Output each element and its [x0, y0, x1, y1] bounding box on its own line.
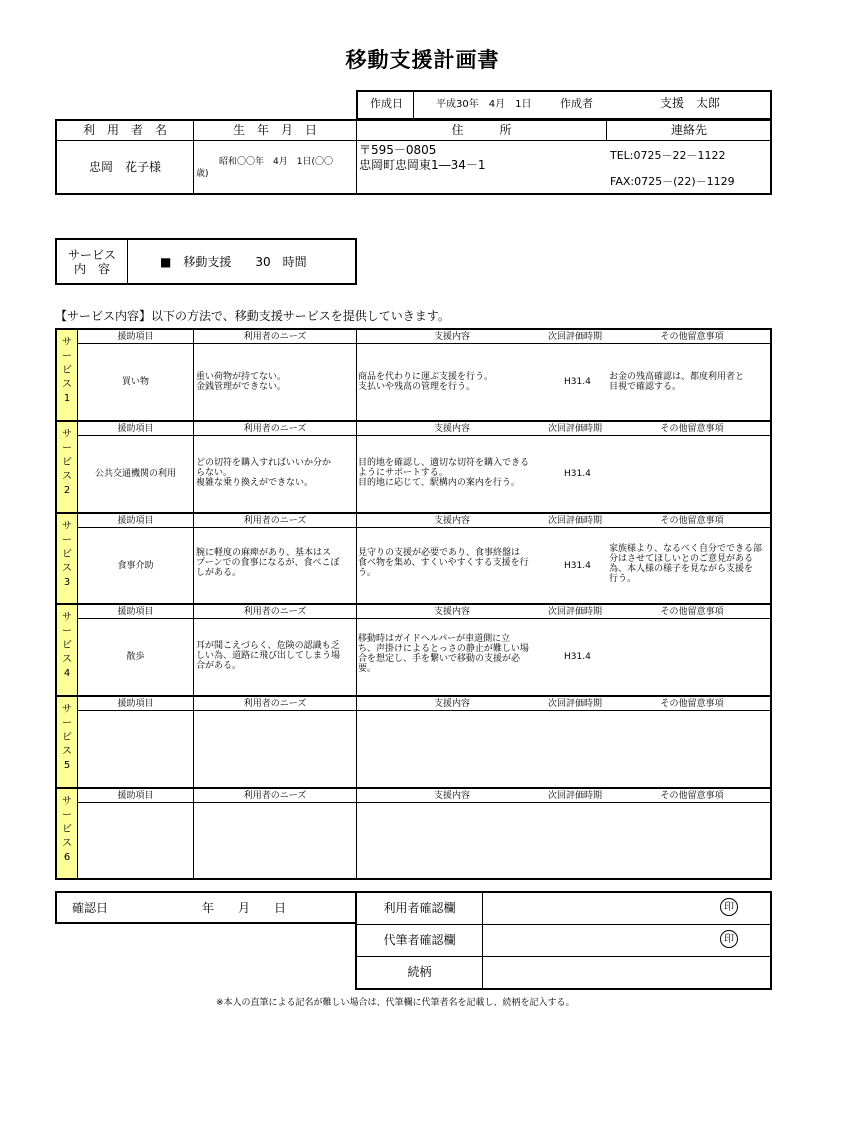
- proxy-check-label: 代筆者確認欄: [383, 933, 456, 947]
- col-header-content: 支援内容: [433, 516, 470, 526]
- footnote: ※本人の直筆による記名が難しい場合は、代筆欄に代筆者名を記載し、続柄を記入する。: [216, 998, 575, 1008]
- service-content: 商品を代わりに運ぶ支援を行う。 支払いや残高の管理を行う。: [358, 372, 494, 392]
- service-eval: H31.4: [564, 652, 591, 662]
- col-header-notes: その他留意事項: [660, 699, 724, 709]
- proxy-signature-field[interactable]: [483, 925, 703, 955]
- service-value: ■ 移動支援 30 時間: [160, 255, 307, 269]
- divider: [77, 527, 771, 528]
- created-date: 平成30年 4月 1日: [436, 99, 532, 110]
- service-side-chars: サ ー ビ ス 3: [62, 521, 72, 588]
- service-content: 目的地を確認し、適切な切符を購入できる ようにサポートする。 目的地に応じて、駅構内の案内を行う。: [358, 458, 530, 488]
- col-header-item: 援助項目: [117, 699, 154, 709]
- service-eval: H31.4: [564, 377, 591, 387]
- service-notes: 家族様より、なるべく自分でできる部 分はさせてほしいとのご意見がある 為、本人様の様子を見ながら支援を 行う。: [609, 544, 763, 584]
- relation-field[interactable]: [483, 957, 770, 988]
- col-header-content: 支援内容: [433, 332, 470, 342]
- col-header-item: 援助項目: [117, 791, 154, 801]
- service-item: 公共交通機関の利用: [94, 469, 176, 479]
- service-needs: 重い荷物が持てない。 金銭管理ができない。: [196, 372, 287, 392]
- col-header-needs: 利用者のニーズ: [243, 516, 307, 526]
- service-side-chars: サ ー ビ ス 6: [62, 796, 72, 863]
- service-side-chars: サ ー ビ ス 1: [62, 337, 72, 404]
- col-header-needs: 利用者のニーズ: [243, 699, 307, 709]
- divider: [56, 420, 771, 422]
- col-header-notes: その他留意事項: [660, 607, 724, 617]
- service-content: 見守りの支援が必要であり、食事終盤は 食べ物を集め、すくいやすくする支援を行 う。: [358, 548, 529, 578]
- divider: [56, 695, 771, 697]
- service-needs: どの切符を購入すればいいか分か らない。 複雑な乗り換えができない。: [196, 458, 332, 488]
- col-header-content: 支援内容: [433, 791, 470, 801]
- col-header-notes: その他留意事項: [660, 424, 724, 434]
- col-header-needs: 利用者のニーズ: [243, 332, 307, 342]
- col-header-content: 支援内容: [433, 699, 470, 709]
- col-header-item: 援助項目: [117, 516, 154, 526]
- fax: FAX:0725－(22)－1129: [610, 175, 735, 188]
- service-label-1: サービス: [67, 248, 116, 262]
- intro-text: 【サービス内容】以下の方法で、移動支援サービスを提供していきます。: [55, 309, 450, 323]
- service-needs: 腕に軽度の麻痺があり、基本はス プーンでの食事になるが、食べこぼ しがある。: [196, 548, 340, 578]
- service-side-chars: サ ー ビ ス 5: [62, 704, 72, 771]
- col-header-notes: その他留意事項: [660, 791, 724, 801]
- divider: [77, 343, 771, 344]
- col-header-notes: その他留意事項: [660, 332, 724, 342]
- service-notes: お金の残高確認は、都度利用者と 目視で確認する。: [609, 372, 745, 392]
- birthdate-line1: 昭和〇〇年 4月 1日(〇〇: [219, 157, 333, 167]
- header-address: 住 所: [451, 123, 512, 137]
- header-birthdate: 生 年 月 日: [232, 123, 317, 137]
- relation-label: 続柄: [407, 965, 432, 979]
- birthdate-line2: 歳): [196, 169, 209, 179]
- divider: [56, 787, 771, 789]
- col-header-content: 支援内容: [433, 424, 470, 434]
- col-header-content: 支援内容: [433, 607, 470, 617]
- service-item: 食事介助: [117, 561, 154, 571]
- author-name: 支援 太郎: [660, 96, 721, 110]
- col-header-notes: その他留意事項: [660, 516, 724, 526]
- address: 忠岡町忠岡東1―34－1: [359, 158, 486, 172]
- service-side-chars: サ ー ビ ス 4: [62, 612, 72, 679]
- confirm-date-label: 確認日: [72, 901, 109, 915]
- seal-icon: 印: [720, 898, 738, 916]
- service-label-2: 内 容: [73, 262, 110, 276]
- col-header-eval: 次回評価時期: [547, 699, 602, 709]
- col-header-needs: 利用者のニーズ: [243, 607, 307, 617]
- divider: [56, 603, 771, 605]
- user-name: 忠岡 花子様: [88, 160, 161, 174]
- col-header-eval: 次回評価時期: [547, 424, 602, 434]
- service-needs: 耳が聞こえづらく、危険の認識も乏 しい為、道路に飛び出してしまう場 合がある。: [196, 641, 341, 671]
- col-header-eval: 次回評価時期: [547, 332, 602, 342]
- service-side-chars: サ ー ビ ス 2: [62, 429, 72, 496]
- service-content: 移動時はガイドヘルパーが車道側に立 ち、声掛けによるとっさの静止が難しい場 合を想定し、手を繋いで移動の支援が必 要。: [358, 634, 529, 674]
- author-label: 作成者: [560, 97, 593, 110]
- divider: [127, 239, 128, 284]
- col-header-item: 援助項目: [117, 607, 154, 617]
- divider: [413, 91, 414, 119]
- divider: [56, 140, 771, 141]
- divider: [77, 618, 771, 619]
- divider: [56, 512, 771, 514]
- col-header-eval: 次回評価時期: [547, 791, 602, 801]
- col-header-needs: 利用者のニーズ: [243, 424, 307, 434]
- seal-icon: 印: [720, 930, 738, 948]
- col-header-needs: 利用者のニーズ: [243, 791, 307, 801]
- service-item: 買い物: [121, 377, 149, 387]
- divider: [77, 802, 771, 803]
- document-title: 移動支援計画書: [345, 48, 500, 72]
- user-check-label: 利用者確認欄: [383, 901, 456, 915]
- col-header-eval: 次回評価時期: [547, 607, 602, 617]
- divider: [77, 710, 771, 711]
- col-header-item: 援助項目: [117, 332, 154, 342]
- service-eval: H31.4: [564, 469, 591, 479]
- header-contact: 連絡先: [670, 123, 707, 137]
- postal-code: 〒595－0805: [359, 143, 437, 157]
- created-label: 作成日: [370, 97, 403, 110]
- service-item: 散歩: [126, 652, 145, 662]
- header-user-name: 利 用 者 名: [82, 123, 167, 137]
- user-signature-field[interactable]: [483, 893, 703, 923]
- divider: [77, 435, 771, 436]
- service-eval: H31.4: [564, 561, 591, 571]
- tel: TEL:0725－22－1122: [610, 149, 726, 162]
- confirm-date-value: 年 月 日: [202, 901, 287, 915]
- col-header-item: 援助項目: [117, 424, 154, 434]
- col-header-eval: 次回評価時期: [547, 516, 602, 526]
